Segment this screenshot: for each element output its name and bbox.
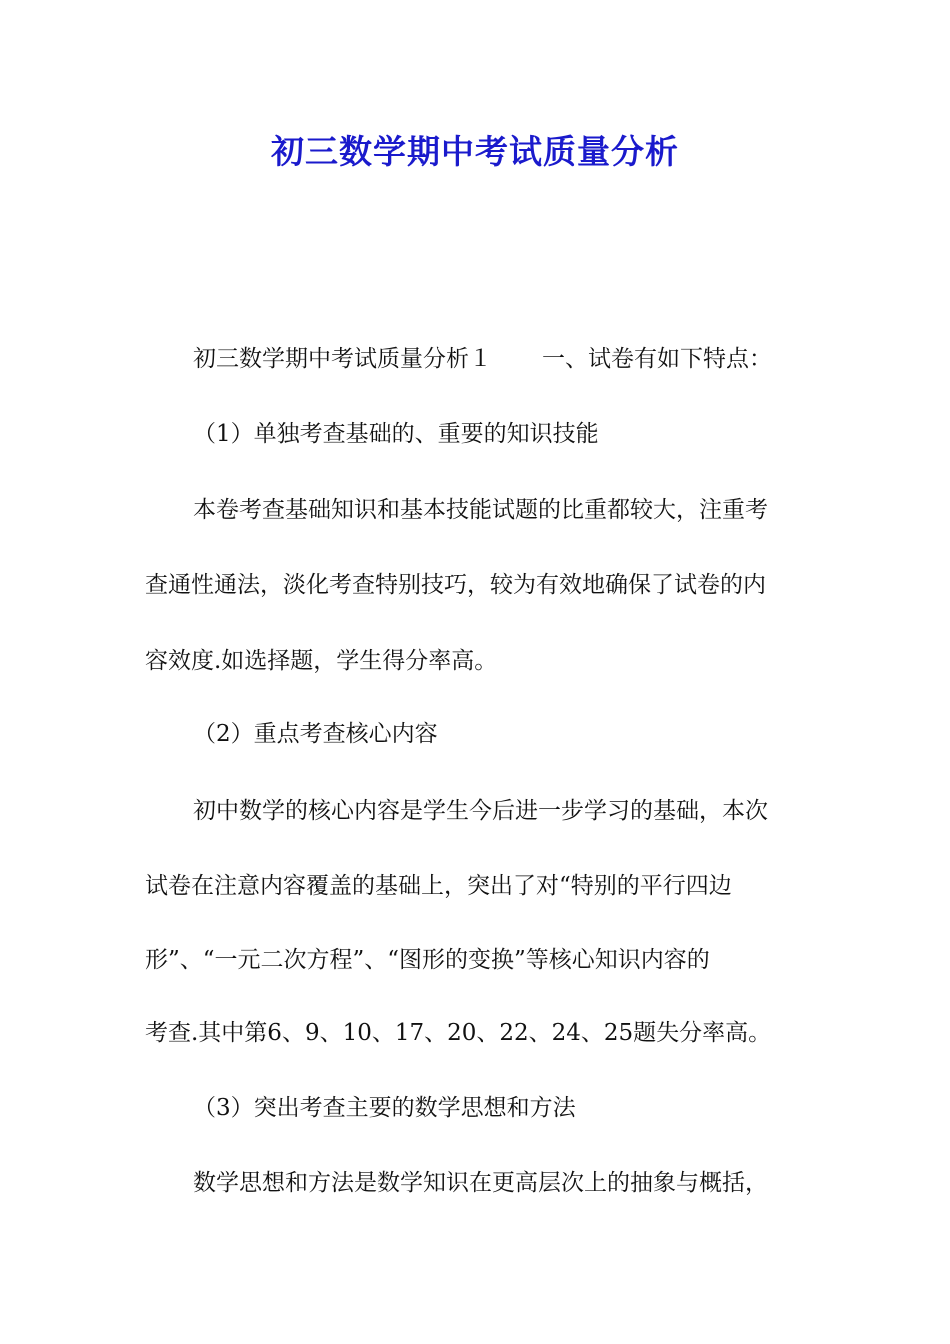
intro-heading: 初三数学期中考试质量分析１ bbox=[193, 346, 492, 372]
subheading-3: （3）突出考查主要的数学思想和方法 bbox=[193, 1095, 576, 1121]
subheading-2: （2）重点考查核心内容 bbox=[193, 721, 438, 747]
document-title: 初三数学期中考试质量分析 bbox=[271, 132, 679, 171]
paragraph-2-line-1: 初中数学的核心内容是学生今后进一步学习的基础，本次 bbox=[193, 798, 768, 824]
paragraph-3-line-1: 数学思想和方法是数学知识在更高层次上的抽象与概括， bbox=[193, 1170, 768, 1196]
paragraph-2-line-3: 形”、“一元二次方程”、“图形的变换”等核心知识内容的 bbox=[145, 947, 710, 973]
subheading-1: （1）单独考查基础的、重要的知识技能 bbox=[193, 421, 599, 447]
paragraph-1-line-1: 本卷考查基础知识和基本技能试题的比重都较大，注重考 bbox=[193, 497, 768, 523]
paragraph-2-line-4: 考查.其中第6、9、10、17、20、22、24、25题失分率高。 bbox=[145, 1020, 772, 1046]
paragraph-2-line-2: 试卷在注意内容覆盖的基础上，突出了对“特别的平行四边 bbox=[145, 873, 732, 899]
intro-line bbox=[193, 343, 873, 375]
paragraph-1-line-2: 查通性通法，淡化考查特别技巧，较为有效地确保了试卷的内 bbox=[145, 572, 766, 598]
paragraph-1-line-3: 容效度.如选择题，学生得分率高。 bbox=[145, 648, 498, 674]
section-heading-1: 一、试卷有如下特点： bbox=[542, 346, 772, 372]
